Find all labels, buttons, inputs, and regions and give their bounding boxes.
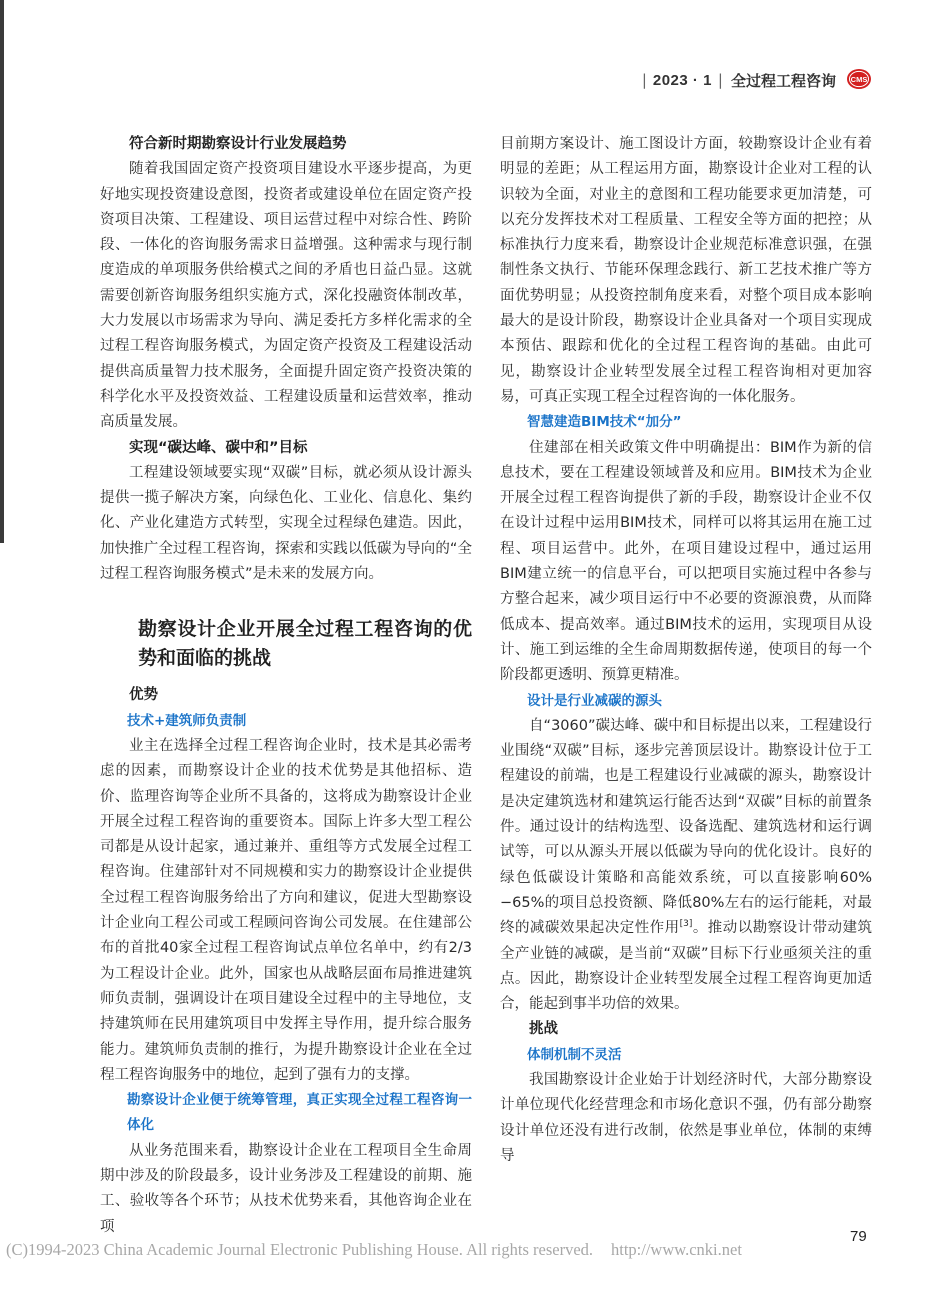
- running-header: [636, 66, 870, 94]
- main-heading: 勘察设计企业开展全过程工程咨询的优势和面临的挑战: [138, 618, 472, 670]
- header-year-issue: 2023 · 1: [652, 71, 712, 89]
- subsection-heading: 勘察设计企业便于统筹管理，真正实现全过程工程咨询一体化: [127, 1092, 472, 1134]
- body-paragraph: 业主在选择全过程工程咨询企业时，技术是其必需考虑的因素，而勘察设计企业的技术优势是其他招标、造价、监理咨询等企业所不具备的，这将成为勘察设计企业开展全过程工程咨询的重要资本。国际上许多大型工程公司都是从设计起家，通过兼并、重组等方式发展全过程工程咨询。住建部针对不同规模和实力的勘察设计企业提供全过程工程咨询服务给出了方向和建议，促进大型勘察设计企业向工程公司或工程顾问咨询公司发展。在住建部公布的首批40家全过程工程咨询试点单位名单中，约有2/3为工程设计企业。此外，国家也从战略层面布局推进建筑师负责制，强调设计在项目建设全过程中的主导地位，支持建筑师在民用建筑项目中发挥主导作用，提升综合服务能力。建筑师负责制的推行，为提升勘察设计企业在全过程工程咨询服务中的地位，起到了强有力的支撑。: [100, 737, 472, 1083]
- body-paragraph: 我国勘察设计企业始于计划经济时代，大部分勘察设计单位现代化经营理念和市场化意识不强，仍有部分勘察设计单位还没有进行改制，依然是事业单位，体制的束缚导: [500, 1071, 872, 1164]
- subsection-heading: 体制机制不灵活: [527, 1046, 622, 1063]
- body-paragraph: 随着我国固定资产投资项目建设水平逐步提高，为更好地实现投资建设意图，投资者或建设单位在固定资产投资项目决策、工程建设、项目运营过程中对综合性、跨阶段、一体化的咨询服务需求日益增强。这种需求与现行制度造成的单项服务供给模式之间的矛盾也日益凸显。这就需要创新咨询服务组织实施方式，深化投融资体制改革，大力发展以市场需求为导向、满足委托方多样化需求的全过程工程咨询服务模式，为固定资产投资及工程建设活动提供高质量智力技术服务，全面提升固定资产投资决策的科学化水平及投资效益、工程建设质量和运营效率，推动高质量发展。: [100, 161, 472, 431]
- section-heading: 符合新时期勘察设计行业发展趋势: [129, 136, 347, 152]
- subsection-heading: 设计是行业减碳的源头: [527, 692, 662, 709]
- paragraph-text: 自“3060”碳达峰、碳中和目标提出以来，工程建设行业围绕“双碳”目标，逐步完善顶层设计。勘察设计位于工程建设的前端，也是工程建设行业减碳的源头，勘察设计是决定建筑选材和建筑运行能否达到“双碳”目标的前置条件。通过设计的结构选型、设备选配、建筑选材和运行调试等，可以从源头开展以低碳为导向的优化设计。良好的绿色低碳设计策略和高能效系统，可以直接影响60%−65%的项目总投资额、降低80%左右的运行能耗，对最终的减碳效果起决定性作用: [500, 717, 872, 937]
- body-paragraph-continued: 目前期方案设计、施工图设计方面，较勘察设计企业有着明显的差距；从工程运用方面，勘察设计企业对工程的认识较为全面，对业主的意图和工程功能要求更加清楚，可以充分发挥技术对工程质量、工程安全等方面的把控；从标准执行力度来看，勘察设计企业规范标准意识强，在强制性条文执行、节能环保理念践行、新工艺技术推广等方面优势明显；从投资控制角度来看，对整个项目成本影响最大的是设计阶段，勘察设计企业具备对一个项目实现成本预估、跟踪和优化的全过程工程咨询的基础。由此可见，勘察设计企业转型发展全过程工程咨询相对更加容易，可真正实现工程全过程咨询的一体化服务。: [500, 136, 872, 405]
- copyright-text: (C)1994-2023 China Academic Journal Electronic Publishing House. All rights reserved.: [6, 1240, 594, 1259]
- subsection-heading: 技术+建筑师负责制: [127, 712, 247, 729]
- journal-logo-icon: [846, 68, 872, 90]
- body-paragraph: [500, 714, 872, 1018]
- header-separator: |: [641, 71, 647, 89]
- left-margin-bar: [0, 0, 4, 543]
- citation-ref[interactable]: [3]: [679, 919, 693, 930]
- left-column: [100, 132, 472, 1240]
- paragraph-text: 。推动以勘察设计带动建筑全产业链的减碳，是当前“双碳”目标下行业亟须关注的重点。因此，勘察设计企业转型发展全过程工程咨询更加适合，能起到事半功倍的效果。: [500, 920, 872, 1013]
- section-heading: 挑战: [529, 1021, 558, 1038]
- right-column: [500, 132, 872, 1169]
- page-number: 79: [850, 1228, 867, 1245]
- copyright-watermark: [6, 1240, 946, 1260]
- header-journal-name: 全过程工程咨询: [730, 71, 836, 90]
- logo-text: CMS: [850, 75, 868, 84]
- header-separator: |: [717, 71, 723, 89]
- body-paragraph: 工程建设领域要实现“双碳”目标，就必须从设计源头提供一揽子解决方案，向绿色化、工业化、信息化、集约化、产业化建造方式转型，实现全过程绿色建造。因此，加快推广全过程工程咨询，探索和实践以低碳为导向的“全过程工程咨询服务模式”是未来的发展方向。: [100, 464, 472, 583]
- body-paragraph: 住建部在相关政策文件中明确提出：BIM作为新的信息技术，要在工程建设领域普及和应用。BIM技术为企业开展全过程工程咨询提供了新的手段，勘察设计企业不仅在设计过程中运用BIM技术，同样可以将其运用在施工过程、项目运营中。此外，在项目建设过程中，通过运用BIM建立统一的信息平台，可以把项目实施过程中各参与方整合起来，减少项目运行中不必要的资源浪费，从而降低成本、提高效率。通过BIM技术的运用，实现项目从设计、施工到运维的全生命周期数据传递，使项目的每一个阶段都更透明、预算更精准。: [500, 439, 872, 684]
- section-heading: 优势: [129, 687, 158, 704]
- body-paragraph: 从业务范围来看，勘察设计企业在工程项目全生命周期中涉及的阶段最多，设计业务涉及工程建设的前期、施工、验收等各个环节；从技术优势来看，其他咨询企业在项: [100, 1142, 472, 1235]
- cnki-url[interactable]: http://www.cnki.net: [611, 1240, 742, 1259]
- section-heading: 实现“碳达峰、碳中和”目标: [129, 439, 308, 456]
- subsection-heading: 智慧建造BIM技术“加分”: [527, 414, 682, 431]
